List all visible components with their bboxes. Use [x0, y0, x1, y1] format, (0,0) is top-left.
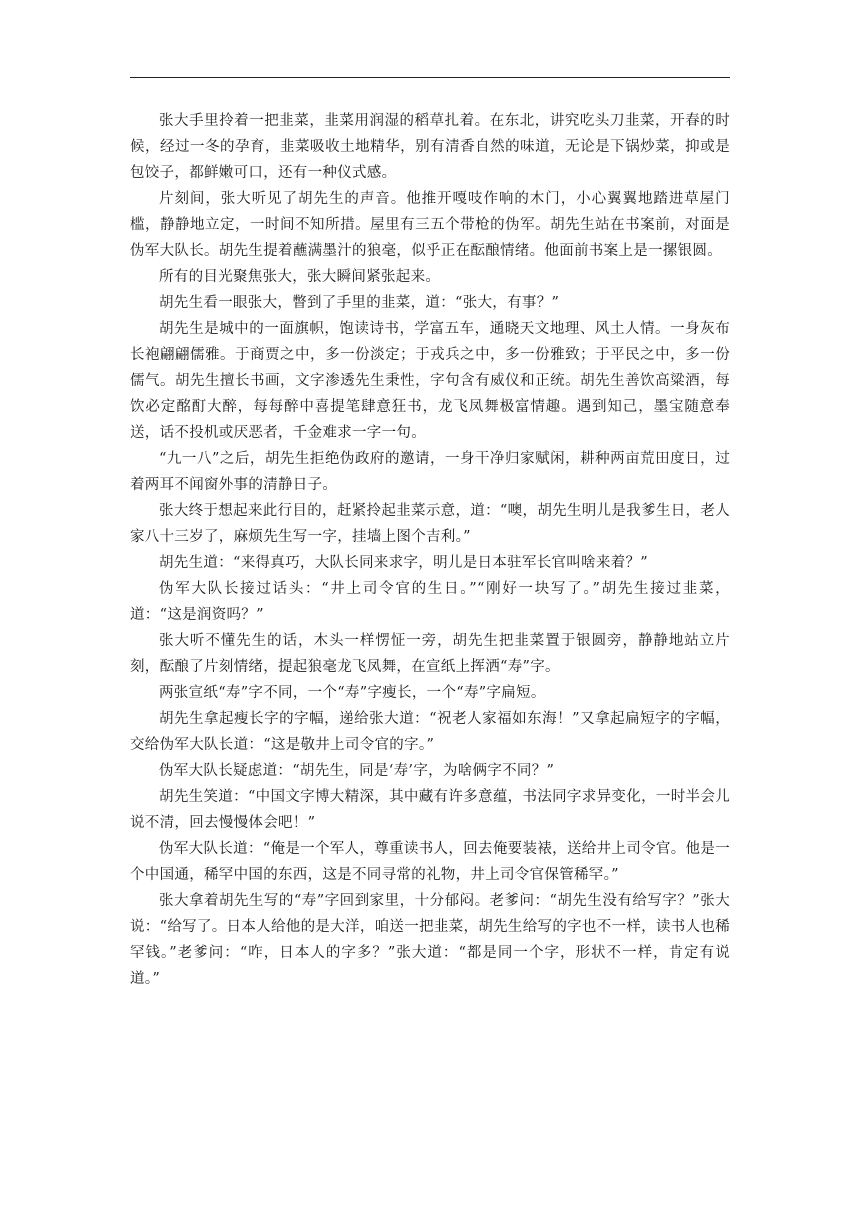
paragraph-9: 伪军大队长接过话头：“井上司令官的生日。”“刚好一块写了。”胡先生接过韭菜，道：“这是润资吗？” [130, 581, 730, 623]
paragraph-6: “九一八”之后，胡先生拒绝伪政府的邀请，一身干净归家赋闲，耕种两亩荒田度日，过着两耳不闻窗外事的清静日子。 [130, 451, 730, 493]
paragraph-3: 所有的目光聚焦张大，张大瞬间紧张起来。 [159, 269, 441, 285]
paragraph-5: 胡先生是城中的一面旗帜，饱读诗书，学富五车，通晓天文地理、风土人情。一身灰布长袍翩翩儒雅。于商贾之中，多一份淡定；于戎兵之中，多一份雅致；于平民之中，多一份儒气。胡先生擅长书画，文字渗透先生秉性，字句含有威仪和正统。胡先生善饮高粱酒，每饮必定酩酊大醉，每每醉中喜提笔肆意狂书，龙飞凤舞极富情趣。遇到知己，墨宝随意奉送，话不投机或厌恶者，千金难求一字一句。 [130, 321, 730, 441]
story-text [130, 108, 730, 992]
paragraph-13: 伪军大队长疑虑道：“胡先生，同是‘寿’字，为啥俩字不同？” [159, 763, 555, 779]
paragraph-2: 片刻间，张大听见了胡先生的声音。他推开嘎吱作响的木门，小心翼翼地踏进草屋门槛，静静地立定，一时间不知所措。屋里有三五个带枪的伪军。胡先生站在书案前，对面是伪军大队长。胡先生提着蘸满墨汁的狼毫，似乎正在酝酿情绪。他面前书案上是一摞银圆。 [130, 191, 730, 259]
paragraph-4: 胡先生看一眼张大，瞥到了手里的韭菜，道：“张大，有事？” [159, 295, 560, 311]
header-rule [130, 77, 730, 78]
paragraph-8: 胡先生道：“来得真巧，大队长同来求字，明儿是日本驻军长官叫啥来着？” [159, 555, 649, 571]
paragraph-11: 两张宣纸“寿”字不同，一个“寿”字瘦长，一个“寿”字扁短。 [159, 685, 546, 701]
paragraph-7: 张大终于想起来此行目的，赶紧拎起韭菜示意，道：“噢，胡先生明儿是我爹生日，老人家八十三岁了，麻烦先生写一字，挂墙上图个吉利。” [130, 503, 730, 545]
paragraph-15: 伪军大队长道：“俺是一个军人，尊重读书人，回去俺要装裱，送给井上司令官。他是一个中国通，稀罕中国的东西，这是不同寻常的礼物，井上司令官保管稀罕。” [130, 841, 730, 883]
paragraph-12: 胡先生拿起瘦长字的字幅，递给张大道：“祝老人家福如东海！”又拿起扁短字的字幅，交给伪军大队长道：“这是敬井上司令官的字。” [130, 711, 730, 753]
paragraph-14: 胡先生笑道：“中国文字博大精深，其中藏有许多意蕴，书法同字求异变化，一时半会儿说不清，回去慢慢体会吧！” [130, 789, 730, 831]
paragraph-16: 张大拿着胡先生写的“寿”字回到家里，十分郁闷。老爹问：“胡先生没有给写字？”张大说：“给写了。日本人给他的是大洋，咱送一把韭菜，胡先生给写的字也不一样，读书人也稀罕钱。”老爹问：“咋，日本人的字多？”张大道：“都是同一个字，形状不一样，肯定有说道。” [130, 893, 730, 987]
paragraph-10: 张大听不懂先生的话，木头一样愣怔一旁，胡先生把韭菜置于银圆旁，静静地站立片刻，酝酿了片刻情绪，提起狼毫龙飞凤舞，在宣纸上挥洒“寿”字。 [130, 633, 730, 675]
paragraph-1: 张大手里拎着一把韭菜，韭菜用润湿的稻草扎着。在东北，讲究吃头刀韭菜，开春的时候，经过一冬的孕育，韭菜吸收土地精华，别有清香自然的味道，无论是下锅炒菜，抑或是包饺子，都鲜嫩可口，还有一种仪式感。 [130, 113, 730, 181]
